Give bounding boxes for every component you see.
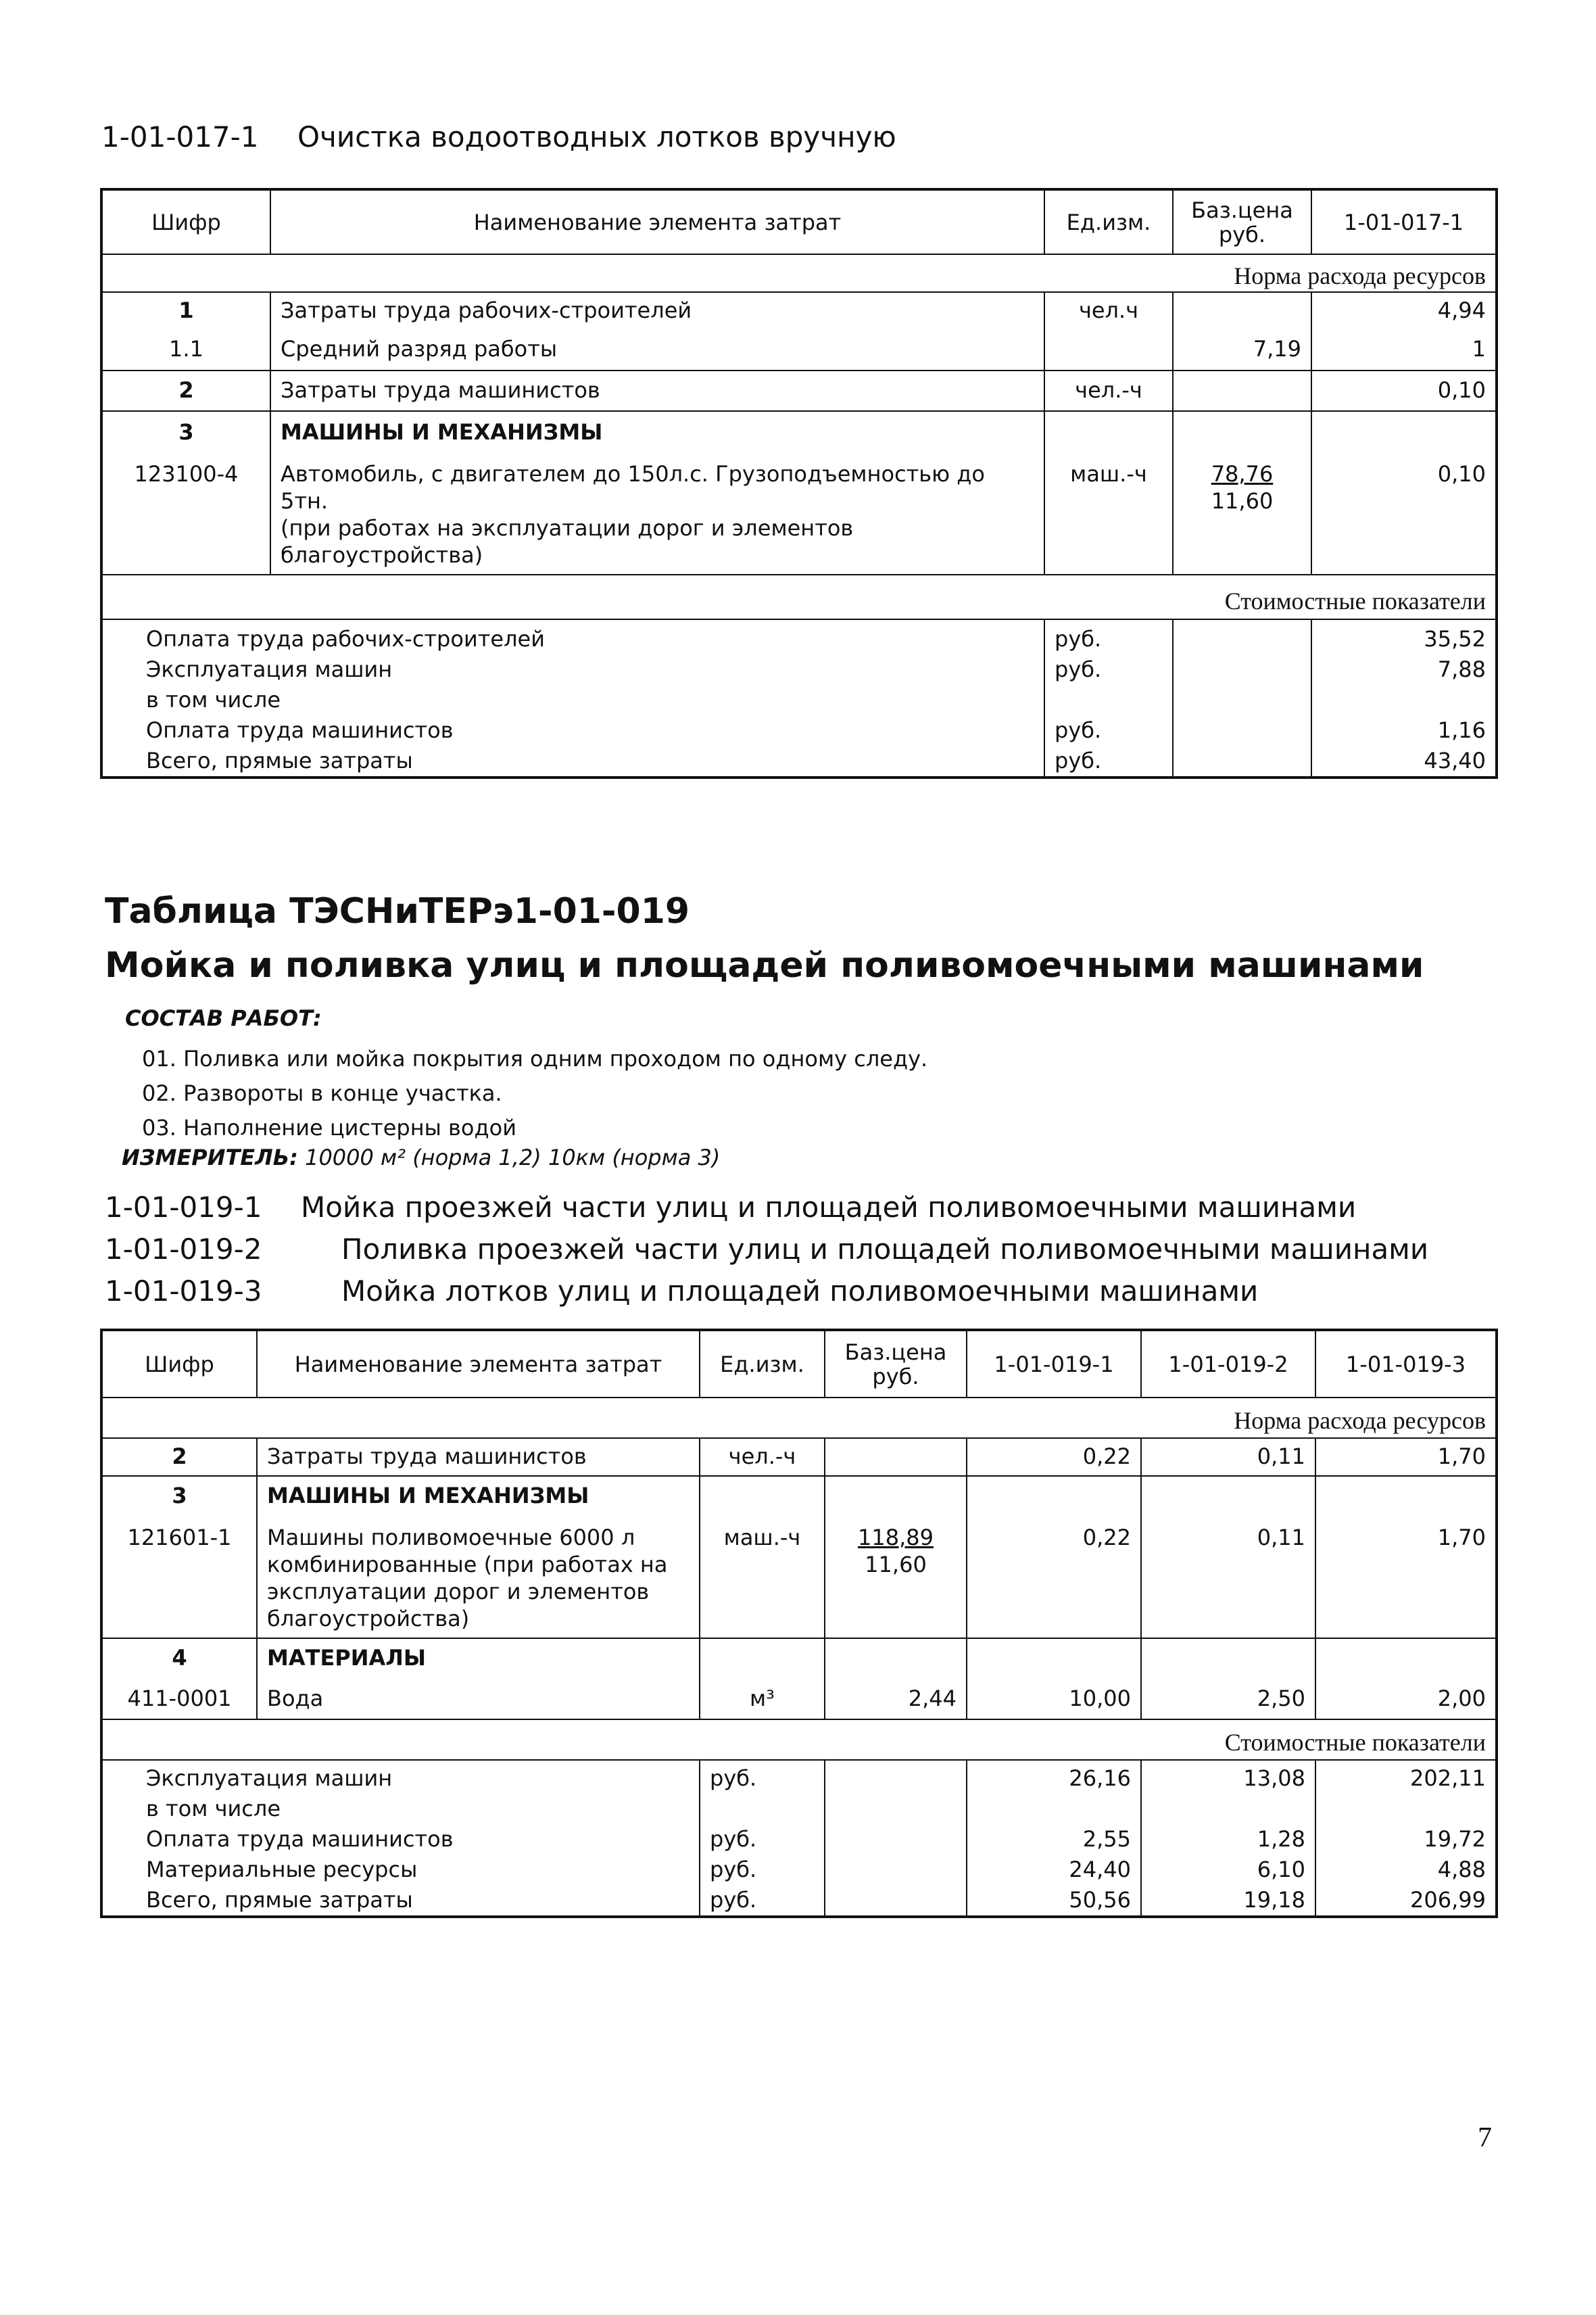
table-header-row xyxy=(101,189,1497,254)
page-number: 7 xyxy=(1478,2122,1492,2153)
section1-heading xyxy=(101,120,896,153)
list-item: 02. Развороты в конце участка. xyxy=(142,1080,502,1106)
section1-table xyxy=(100,188,1498,779)
list-item: 1-01-019-3 Мойка лотков улиц и площадей поливомоечными машинами xyxy=(105,1274,1259,1308)
list-item: 01. Поливка или мойка покрытия одним проходом по одному следу. xyxy=(142,1046,928,1072)
header-code: Шифр xyxy=(151,209,221,235)
works-list xyxy=(142,1042,927,1145)
table-row: 2 Затраты труда машинистов чел.-ч 0,22 0,11 1,70 xyxy=(101,1438,1497,1476)
table-subtitle: Мойка и поливка улиц и площадей поливомоечными машинами xyxy=(105,945,1424,986)
header-norm-code: 1-01-017-1 xyxy=(1311,189,1497,254)
header-name: Наименование элемента затрат xyxy=(270,189,1044,254)
table-row: 3 123100-4 МАШИНЫ И МЕХАНИЗМЫ Автомобиль, с двигателем до 150л.с. Грузоподъемностью до 5тн. (при работах на эксплуатации дорог и элементов благоустройства) маш.-ч 78,76 11,60 0,10 xyxy=(101,411,1497,575)
norm-label: Норма расхода ресурсов xyxy=(1234,262,1486,289)
section1-title: Очистка водоотводных лотков вручную xyxy=(297,120,896,153)
list-item: 1-01-019-2 Поливка проезжей части улиц и площадей поливомоечными машинами xyxy=(105,1233,1429,1266)
section1-code: 1-01-017-1 xyxy=(101,120,259,153)
table-row: 4 411-0001 МАТЕРИАЛЫ Вода м³ 2,44 10,00 2,50 2,00 xyxy=(101,1638,1497,1719)
table-row: 2 Затраты труда машинистов чел.-ч 0,10 xyxy=(101,371,1497,411)
measure-text: 10000 м² (норма 1,2) 10км (норма 3) xyxy=(305,1145,721,1170)
norm-label-row xyxy=(101,254,1497,292)
list-item: 1-01-019-1 Мойка проезжей части улиц и площадей поливомоечными машинами xyxy=(105,1191,1357,1224)
items-list xyxy=(105,1187,1428,1312)
section2-table xyxy=(100,1329,1498,1918)
norm-label-row: Норма расхода ресурсов xyxy=(101,1398,1497,1438)
table-title: Таблица ТЭСНиТЕРэ1-01-019 xyxy=(105,891,690,932)
cost-label-row: Стоимостные показатели xyxy=(101,575,1497,619)
composition-label: СОСТАВ РАБОТ: xyxy=(125,1005,322,1031)
header-price: Баз.цена руб. xyxy=(1173,189,1311,254)
header-unit: Ед.изм. xyxy=(1044,189,1173,254)
list-item: 03. Наполнение цистерны водой xyxy=(142,1115,516,1141)
cost-label-row: Стоимостные показатели xyxy=(101,1719,1497,1760)
table-row: 3 121601-1 МАШИНЫ И МЕХАНИЗМЫ Машины поливомоечные 6000 л комбинированные (при работах на эксплуатации дорог и элементов благоустройства) маш.-ч 118,89 11,60 0,22 0,11 1,70 xyxy=(101,1476,1497,1638)
cost-rows: Оплата труда рабочих-строителей Эксплуатация машин в том числе Оплата труда машинистов Всего, прямые затраты руб. руб. руб. руб. 35,52 7,88 1,16 43,40 xyxy=(101,619,1497,778)
measure-line xyxy=(122,1145,720,1170)
measure-label: ИЗМЕРИТЕЛЬ: xyxy=(122,1145,298,1170)
cost-rows: Эксплуатация машин в том числе Оплата труда машинистов Материальные ресурсы Всего, прямые затраты руб. руб. руб. руб. 26,16 2,55 24,40 50,56 13,08 1,28 6,10 19,18 202,11 19,72 4,88 206,99 xyxy=(101,1760,1497,1917)
table-header-row: Шифр Наименование элемента затрат Ед.изм. Баз.цена руб. 1-01-019-1 1-01-019-2 1-01-019-3 xyxy=(101,1330,1497,1398)
table-row: 1.1 Средний разряд работы 7,19 1 xyxy=(101,330,1497,371)
table-row: 1 Затраты труда рабочих-строителей чел.ч 4,94 xyxy=(101,292,1497,330)
